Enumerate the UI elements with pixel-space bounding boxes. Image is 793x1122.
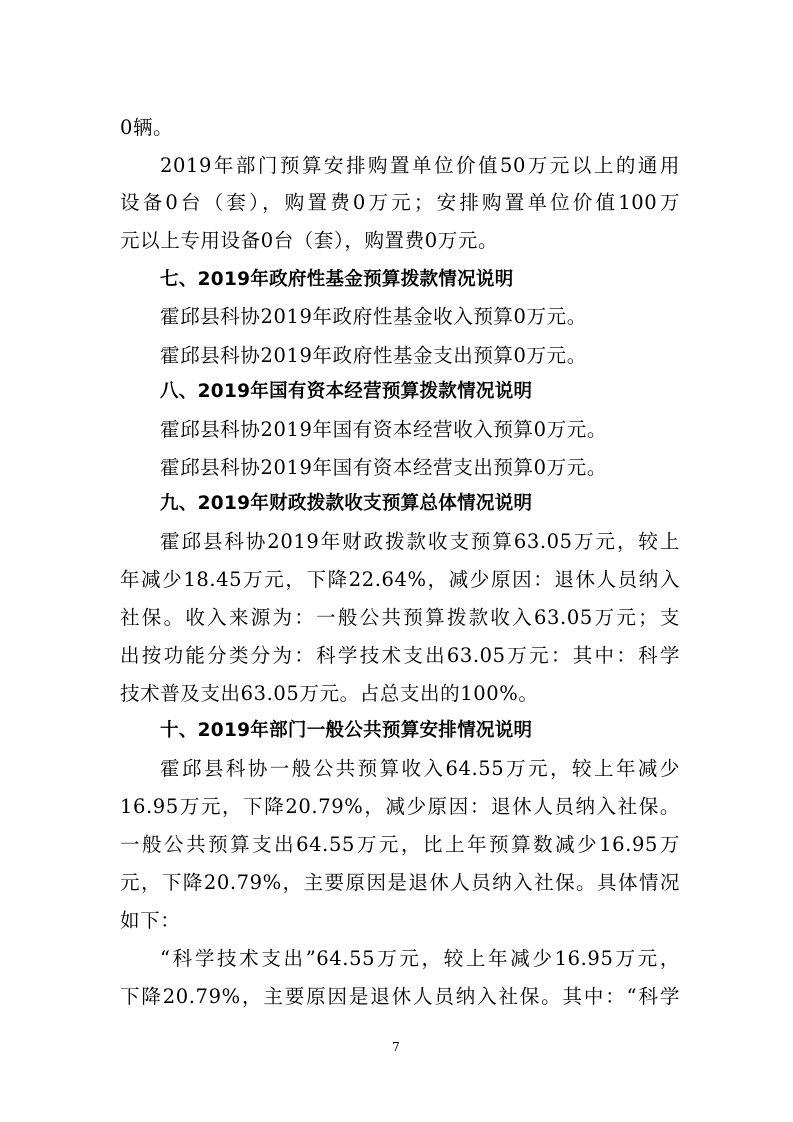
text-line: 技术普及支出63.05万元。占总支出的100%。 xyxy=(120,682,539,705)
text-line: 0辆。 xyxy=(120,116,174,139)
text-line: 霍邱县科协2019年财政拨款收支预算63.05万元，较上 xyxy=(160,530,680,553)
text-line: 霍邱县科协2019年国有资本经营支出预算0万元。 xyxy=(160,456,607,479)
text-line: 社保。收入来源为：一般公共预算拨款收入63.05万元；支 xyxy=(120,606,680,629)
text-line: 下降20.79%，主要原因是退休人员纳入社保。其中：“科学 xyxy=(120,985,680,1008)
text-line: 一般公共预算支出64.55万元，比上年预算数减少16.95万 xyxy=(120,833,680,856)
text-line: 如下： xyxy=(120,909,181,932)
text-line: 16.95万元，下降20.79%，减少原因：退休人员纳入社保。 xyxy=(120,795,680,818)
page-number: 7 xyxy=(392,1040,400,1054)
section-heading: 十、2019年部门一般公共预算安排情况说明 xyxy=(160,720,533,741)
text-line: “科学技术支出”64.55万元，较上年减少16.95万元， xyxy=(160,947,680,970)
text-line: 霍邱县科协2019年国有资本经营收入预算0万元。 xyxy=(160,418,607,441)
section-heading: 九、2019年财政拨款收支预算总体情况说明 xyxy=(160,493,533,514)
text-line: 元以上专用设备0台（套），购置费0万元。 xyxy=(120,229,499,252)
section-heading: 八、2019年国有资本经营预算拨款情况说明 xyxy=(160,381,533,402)
text-line: 设备0台（套），购置费0万元；安排购置单位价值100万 xyxy=(120,191,680,214)
text-line: 霍邱县科协一般公共预算收入64.55万元，较上年减少 xyxy=(160,757,680,780)
text-line: 2019年部门预算安排购置单位价值50万元以上的通用 xyxy=(160,154,680,177)
text-line: 霍邱县科协2019年政府性基金收入预算0万元。 xyxy=(160,305,587,328)
section-heading: 七、2019年政府性基金预算拨款情况说明 xyxy=(160,269,514,290)
text-line: 元，下降20.79%，主要原因是退休人员纳入社保。具体情况 xyxy=(120,871,680,894)
text-line: 年减少18.45万元，下降22.64%，减少原因：退休人员纳入 xyxy=(120,568,680,591)
text-line: 霍邱县科协2019年政府性基金支出预算0万元。 xyxy=(160,344,587,367)
text-line: 出按功能分类分为：科学技术支出63.05万元：其中：科学 xyxy=(120,644,680,667)
